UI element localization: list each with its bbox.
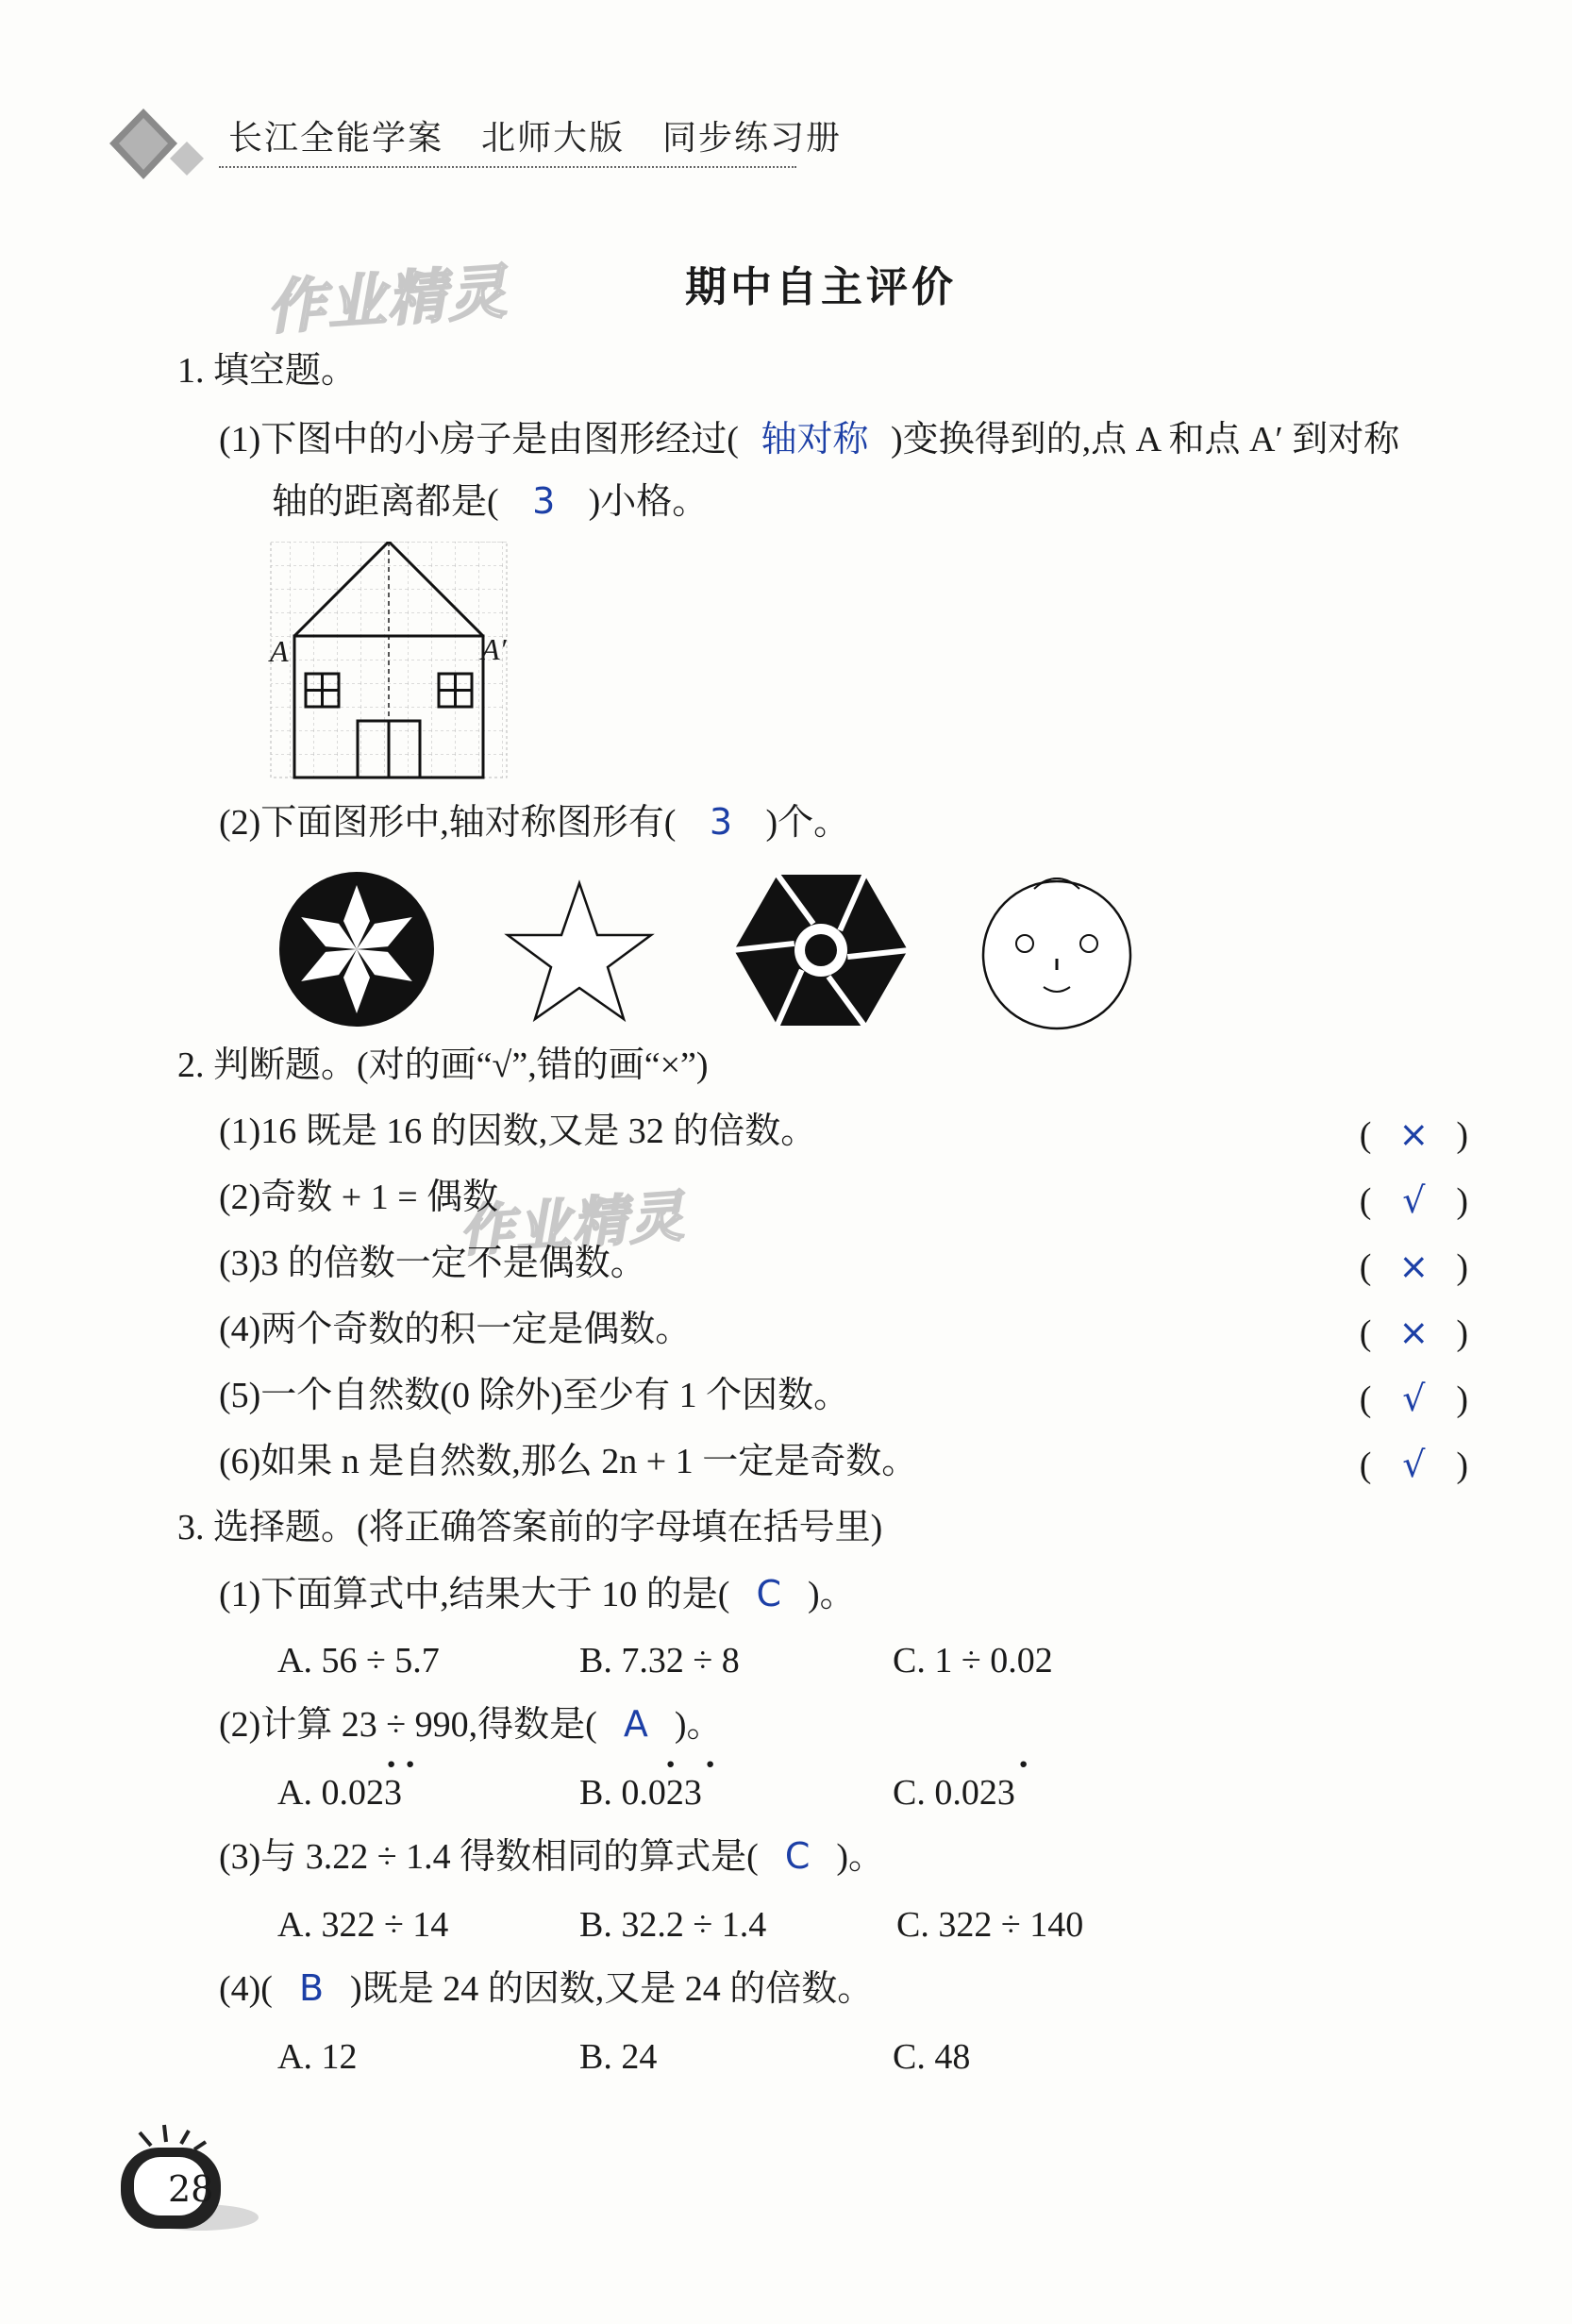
- q3-s4-option-c: C. 48: [893, 2037, 971, 2077]
- q1-p1-answer1: 轴对称: [761, 418, 869, 460]
- q1-p2: [219, 801, 850, 843]
- q3-s2-option-b: B. 0.023: [579, 1773, 702, 1813]
- q3-s4-answer: B: [298, 1967, 325, 2009]
- recurring-dot-a2: ·: [404, 1743, 417, 1785]
- q2-answer-1: ×: [1398, 1113, 1430, 1155]
- page-title: 期中自主评价: [685, 263, 957, 311]
- label-point-a-prime: A′: [481, 632, 507, 666]
- q3-s4: (4)( B )既是 24 的因数,又是 24 的倍数。: [219, 1967, 874, 2009]
- q2-item-3: (3)3 的倍数一定不是偶数。: [219, 1244, 646, 1283]
- q3-heading: 3. 选择题。(将正确答案前的字母填在括号里): [177, 1508, 883, 1547]
- q1-p2-post: )个。: [765, 803, 850, 843]
- header-underline: [219, 166, 796, 168]
- q3-s3: (3)与 3.22 ÷ 1.4 得数相同的算式是( C )。: [219, 1835, 885, 1877]
- q3-s2-option-a: A. 0.023: [277, 1773, 402, 1813]
- q1-p1-line1: [219, 418, 1400, 460]
- q1-p2-pre: (2)下面图形中,轴对称图形有(: [219, 803, 677, 843]
- q3-s1-option-b: B. 7.32 ÷ 8: [579, 1641, 740, 1680]
- page-number: 28: [168, 2168, 214, 2210]
- q3-s3-option-b: B. 32.2 ÷ 1.4: [579, 1905, 767, 1945]
- q3-s2: (2)计算 23 ÷ 990,得数是( A )。: [219, 1703, 723, 1745]
- q2-item-1: (1)16 既是 16 的因数,又是 32 的倍数。: [219, 1112, 817, 1151]
- q3-s4-option-b: B. 24: [579, 2037, 658, 2077]
- q2-item-4: (4)两个奇数的积一定是偶数。: [219, 1310, 692, 1349]
- q3-s3-option-a: A. 322 ÷ 14: [277, 1905, 449, 1945]
- circle-star-figure: [272, 864, 442, 1034]
- q2-item-5: (5)一个自然数(0 除外)至少有 1 个因数。: [219, 1376, 850, 1415]
- q3-s1-option-c: C. 1 ÷ 0.02: [893, 1641, 1053, 1680]
- hexagon-shutter-figure: [727, 861, 915, 1040]
- recurring-dot-b2: ·: [704, 1743, 717, 1785]
- q2-answer-3: ×: [1398, 1246, 1430, 1287]
- face-figure: [972, 857, 1142, 1032]
- q1-p2-answer: 3: [709, 801, 733, 843]
- q1-heading: 1. 填空题。: [177, 351, 358, 391]
- q3-s1: (1)下面算式中,结果大于 10 的是( C )。: [219, 1573, 856, 1614]
- q3-s1-option-a: A. 56 ÷ 5.7: [277, 1641, 440, 1680]
- recurring-dot-b1: ·: [664, 1743, 677, 1785]
- header-diamond-icon: [104, 104, 217, 189]
- q2-answer-5: √: [1402, 1378, 1426, 1419]
- watermark-top: 作业精灵: [264, 257, 510, 343]
- series-label: 同步练习册: [662, 119, 843, 158]
- q2-answer-6: √: [1402, 1444, 1426, 1485]
- q1-p1-line2-pre: 轴的距离都是(: [272, 482, 499, 522]
- q2-answer-box-6: ( √ ): [1359, 1444, 1468, 1485]
- q1-p1-answer2: 3: [532, 480, 556, 522]
- q2-answer-2: √: [1402, 1179, 1426, 1221]
- q2-answer-box-5: ( √ ): [1359, 1378, 1468, 1419]
- star-figure: [498, 876, 661, 1032]
- q2-heading: 2. 判断题。(对的画“√”,错的画“×”): [177, 1045, 709, 1085]
- q3-s3-option-c: C. 322 ÷ 140: [896, 1905, 1084, 1945]
- q2-answer-box-4: ( × ): [1359, 1312, 1468, 1353]
- q3-s2-answer: A: [623, 1703, 648, 1745]
- q2-item-2: (2)奇数 + 1 = 偶数: [219, 1178, 499, 1217]
- q1-p1-pre: (1)下图中的小房子是由图形经过(: [219, 420, 739, 460]
- watermark-middle: 作业精灵: [457, 1183, 688, 1264]
- book-title: 长江全能学案: [228, 119, 444, 158]
- q2-answer-box-3: ( × ): [1359, 1246, 1468, 1287]
- label-point-a: A: [270, 634, 289, 668]
- header-text: [228, 111, 879, 159]
- q2-answer-box-1: ( × ): [1359, 1113, 1468, 1155]
- recurring-dot-c1: ·: [1017, 1743, 1030, 1785]
- q1-p1-line2: [272, 480, 709, 522]
- q3-s1-answer: C: [756, 1573, 782, 1614]
- q3-s3-answer: C: [784, 1835, 811, 1877]
- q3-s4-option-a: A. 12: [277, 2037, 358, 2077]
- q1-p1-line2-post: )小格。: [588, 482, 709, 522]
- q2-answer-4: ×: [1398, 1312, 1430, 1353]
- q3-s2-option-c: C. 0.023: [893, 1773, 1015, 1813]
- q2-answer-box-2: ( √ ): [1359, 1179, 1468, 1221]
- recurring-dot-a1: ·: [385, 1743, 398, 1785]
- q1-p1-post: )变换得到的,点 A 和点 A′ 到对称: [890, 420, 1400, 460]
- q2-item-6: (6)如果 n 是自然数,那么 2n + 1 一定是奇数。: [219, 1442, 918, 1481]
- edition-label: 北师大版: [481, 119, 626, 158]
